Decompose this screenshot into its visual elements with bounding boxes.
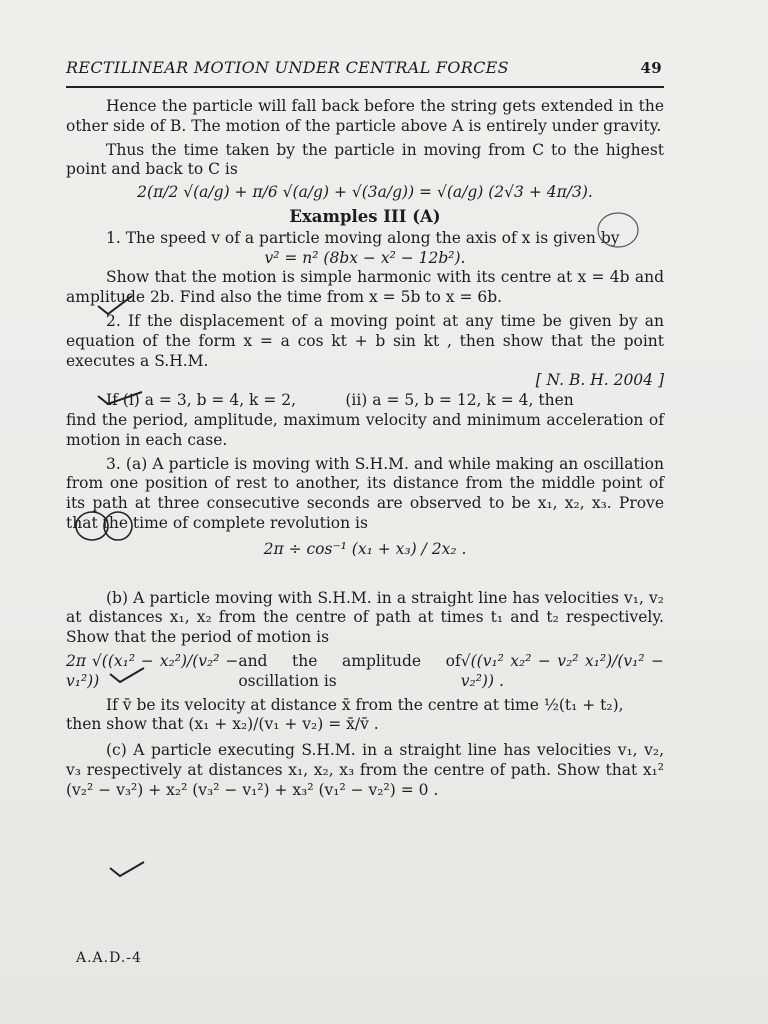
example-2-cases: If (i) a = 3, b = 4, k = 2, (ii) a = 5, b = 12, k = 4, then [106,391,574,410]
example-3c-text: (c) A particle executing S.H.M. in a straight line has velocities v₁, v₂, v₃ respectively at distances x₁, x₂, x₃ from the centre of path. Show that x₁² (v₂² − v₃²) + x₂² (v₃² − v₁²) + x₃² (v₁² − v₂²) = 0 . [66,741,664,799]
example-2-reference: [ N. B. H. 2004 ] [535,371,664,390]
example-1-text: Show that the motion is simple harmonic with its centre at x = 4b and amplitude 2b. Find also the time from x = 5b to x = 6b. [66,268,664,307]
period-formula: 2π √((x₁² − x₂²)/(v₂² − v₁²)) [66,651,239,690]
chapter-title: RECTILINEAR MOTION UNDER CENTRAL FORCES [66,58,509,77]
paragraph-2: Thus the time taken by the particle in moving from C to the highest point and back to C is [66,140,664,179]
example-3b-text-3: then show that (x₁ + x₂)/(v₁ + v₂) = x̄/v̄ . [66,715,379,734]
pen-tick-mark-4 [108,860,148,880]
footer-signature: A.A.D.-4 [76,950,142,966]
amplitude-label: and the amplitude of oscillation is [238,651,461,690]
example-1-intro: 1. The speed v of a particle moving along the axis of x is given by [106,228,620,247]
page-body [66,97,664,801]
example-2-ref-line [66,371,664,391]
section-title: Examples III (A) [289,206,441,226]
amplitude-formula: √((v₁² x₂² − v₂² x₁²)/(v₁² − v₂²)) . [460,651,664,690]
page-number: 49 [640,59,662,77]
example-1-equation: v² = n² (8bx − x² − 12b²). [264,248,466,267]
example-3b-equation [66,652,664,692]
example-2-text: 2. If the displacement of a moving point at any time be given by an equation of the form x = a cos kt + b sin kt , then show that the point executes a S.H.M. [66,311,664,370]
example-3b-text: (b) A particle moving with S.H.M. in a straight line has velocities v₁, v₂ at distances x₁, x₂ from the centre of path at times t₁ and t₂ respectively. Show that the period of motion is [66,588,664,647]
example-3b-text-2: If v̄ be its velocity at distance x̄ from the centre at time ½(t₁ + t₂), [106,695,624,714]
example-3a-equation: 2π ÷ cos⁻¹ (x₁ + x₃) / 2x₂ . [263,539,467,558]
header-rule [66,86,664,88]
equation-1: 2(π/2 √(a/g) + π/6 √(a/g) + √(3a/g)) = √(a/g) (2√3 + 4π/3). [137,183,593,202]
paragraph-1: Hence the particle will fall back before the string gets extended in the other side of B. The motion of the particle above A is entirely under gravity. [66,97,664,135]
running-header [66,58,662,84]
example-3a-text: 3. (a) A particle is moving with S.H.M. and while making an oscillation from one position of rest to another, its distance from the middle point of its path at three consecutive seconds are observed to be x₁, x₂, x₃. Prove that the time of complete revolution is [66,454,664,532]
example-2-text-2: find the period, amplitude, maximum velocity and minimum acceleration of motion in each case. [66,410,664,449]
